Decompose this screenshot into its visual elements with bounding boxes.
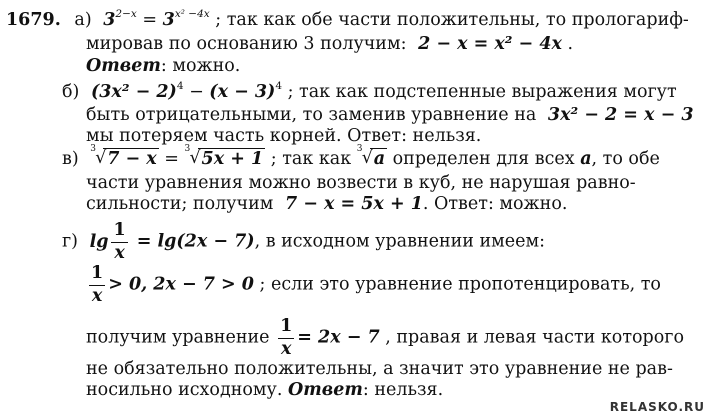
part-g-arg2: (2x − 7) (176, 231, 255, 252)
line-a1 (6, 9, 689, 30)
part-g-label: г) (62, 231, 78, 252)
line-g3 (86, 318, 684, 358)
line-b2 (86, 107, 694, 125)
part-b-text3: мы потеряем часть корней. Ответ: нельзя. (86, 126, 482, 146)
part-a-base2: 3 (162, 10, 175, 30)
part-v-text1b: определен для всех (392, 149, 575, 169)
part-a-exp1: 2−x (115, 8, 137, 20)
part-a-text1: ; так как обе части положительны, то прологариф- (215, 10, 689, 30)
line-g4 (86, 361, 673, 379)
part-b-expr-right: (x − 3) (209, 82, 276, 102)
line-b3 (86, 128, 481, 146)
part-g-answer-label: Ответ (287, 380, 363, 400)
part-a-text2: мировав по основанию 3 получим: (86, 34, 407, 54)
part-g-text3a: получим уравнение (86, 327, 270, 348)
part-b-text1: ; так как подстепенные выражения могут (287, 82, 677, 102)
part-v-formula3: 7 − x = 5x + 1 (284, 194, 423, 214)
part-g-text2: ; если это уравнение пропотенцировать, то (259, 274, 661, 295)
part-g-eq3: = 2x − 7 (297, 327, 380, 348)
part-v-text1a: ; так как (270, 149, 352, 169)
part-b-expr-left: (3x² − 2) (90, 82, 177, 102)
line-g5 (86, 382, 443, 400)
part-g-ineq: > 0, 2x − 7 > 0 (108, 274, 254, 295)
cube-root-3: 3 √ a (356, 144, 386, 169)
part-g-text3b: , правая и левая части которого (385, 327, 684, 348)
fraction-1-over-x-2: $\frac{1}{x}$ (91, 263, 104, 306)
line-g1 (62, 222, 545, 262)
part-b-text2: быть отрицательными, то заменив уравнение на (86, 105, 537, 125)
cube-root-1: 3 √ 7 − x (90, 144, 157, 169)
line-g2 (86, 265, 661, 305)
part-v-label: в) (62, 149, 79, 169)
line-v1 (62, 144, 660, 169)
part-v-var-a: a (580, 149, 592, 169)
part-g-lg: lg (89, 231, 109, 252)
part-v-text2: части уравнения можно возвести в куб, не нарушая равно- (86, 173, 636, 193)
line-v3 (86, 196, 567, 214)
part-b-minus: − (183, 82, 210, 102)
part-g-text4: не обязательно положительны, а значит это уравнение не рав- (86, 359, 673, 379)
line-a2: мировав по основанию 3 получим: 2 − x = x² − 4x . (86, 34, 574, 54)
part-v-text1c: , то обе (591, 149, 660, 169)
line-b1 (62, 81, 677, 102)
watermark: RELASKO.RU (609, 400, 705, 414)
part-g-eq: = lg (130, 231, 177, 252)
fraction-1-over-x: $\frac{1}{x}$ (113, 220, 126, 263)
part-a-answer-label: Ответ (86, 56, 161, 76)
line-v2 (86, 175, 636, 193)
part-a-answer-text: : можно. (160, 56, 241, 76)
part-v-text3b: . Ответ: можно. (422, 194, 568, 214)
problem-number: 1679. (6, 10, 61, 30)
cube-root-2: 3 √ 5x + 1 (184, 144, 264, 169)
part-b-formula2: 3x² − 2 = x − 3 (547, 105, 694, 125)
part-a-exp2: x² −4x (174, 8, 210, 20)
part-a-base1: 3 (103, 10, 116, 30)
fraction-1-over-x-3: $\frac{1}{x}$ (280, 316, 293, 359)
part-b-label: б) (62, 82, 80, 102)
part-g-text1: , в исходном уравнении имеем: (254, 231, 546, 252)
line-a3 (86, 58, 240, 76)
part-a-eq: = (136, 10, 163, 30)
part-a-formula2: 2 − x = x² − 4x (418, 34, 562, 54)
part-b-pow2: 4 (275, 80, 283, 92)
part-b-pow1: 4 (176, 80, 184, 92)
part-a-label: а) (74, 10, 92, 30)
part-g-answer-text: : нельзя. (362, 380, 444, 400)
part-v-eq: = (158, 149, 185, 169)
part-g-text5a: носильно исходному. (86, 380, 283, 400)
part-v-text3: сильности; получим (86, 194, 274, 214)
